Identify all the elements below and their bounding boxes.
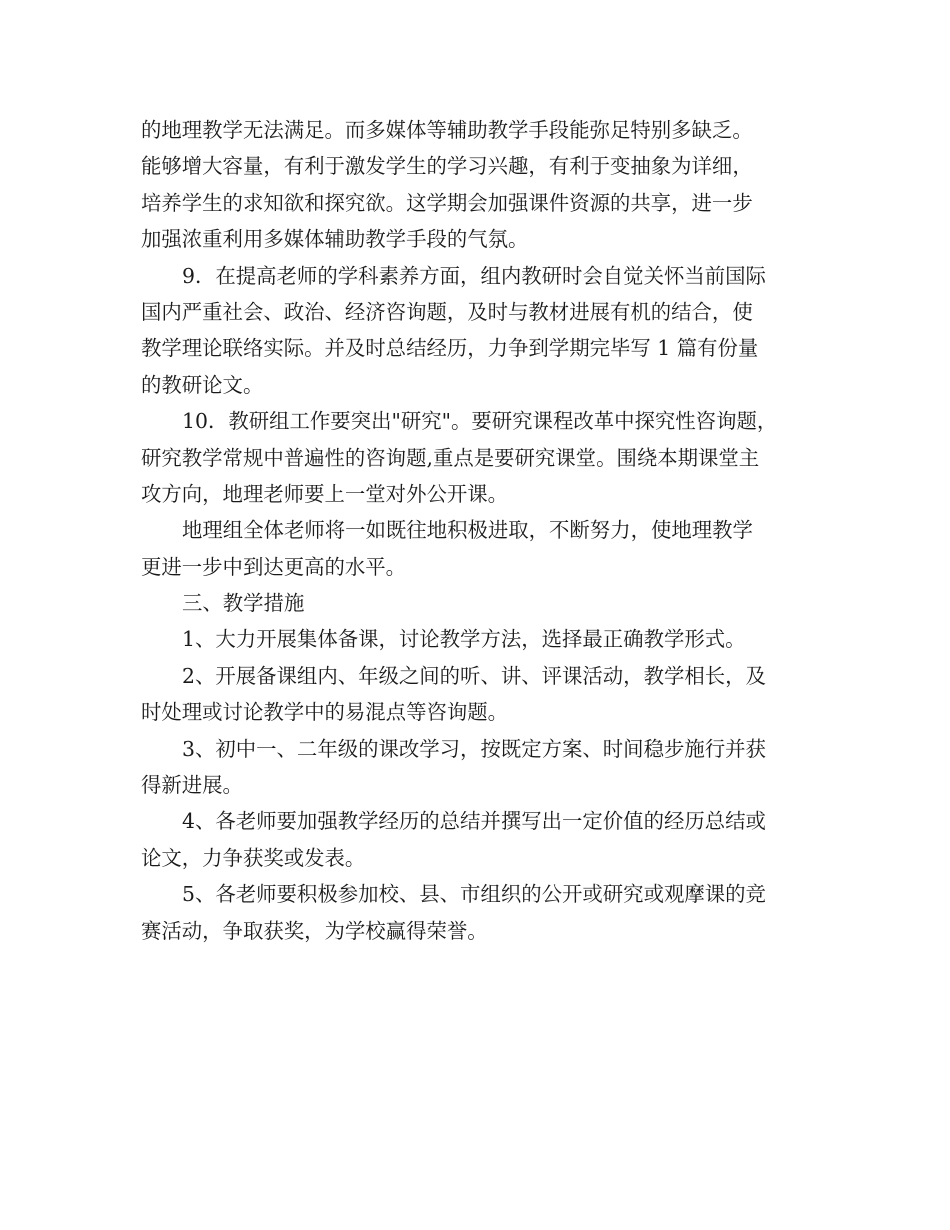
text-line-continuation: 教学理论联络实际。并及时总结经历，力争到学期完毕写 1 篇有份量: [141, 336, 759, 361]
text-line-continuation: 国内严重社会、政治、经济咨询题，及时与教材进展有机的结合，使: [141, 299, 753, 324]
text-line-continuation: 赛活动，争取获奖，为学校赢得荣誉。: [141, 918, 488, 943]
text-line-continuation: 得新进展。: [141, 773, 243, 798]
measure-item-5: 5、各老师要积极参加校、县、市组织的公开或研究或观摩课的竞: [182, 882, 766, 907]
text-line-continuation: 加强浓重利用多媒体辅助教学手段的气氛。: [141, 227, 529, 252]
text-line-continuation: 论文，力争获奖或发表。: [141, 845, 366, 870]
measure-item-3: 3、初中一、二年级的课改学习，按既定方案、时间稳步施行并获: [182, 736, 766, 761]
text-line-continuation: 能够增大容量，有利于激发学生的学习兴趣，有利于变抽象为详细，: [141, 154, 753, 179]
body-text: [141, 112, 813, 949]
text-line-continuation: 的地理教学无法满足。而多媒体等辅助教学手段能弥足特别多缺乏。: [141, 118, 753, 142]
paragraph-item-9: 9．在提高老师的学科素养方面，组内教研时会自觉关怀当前国际: [182, 263, 766, 288]
paragraph-closing-statement: 地理组全体老师将一如既往地积极进取，不断努力，使地理教学: [182, 518, 753, 543]
text-line-continuation: 研究教学常规中普遍性的咨询题,重点是要研究课堂。围绕本期课堂主: [141, 445, 760, 470]
text-line-continuation: 更进一步中到达更高的水平。: [141, 554, 407, 579]
measure-item-1: 1、大力开展集体备课，讨论教学方法，选择最正确教学形式。: [182, 627, 746, 652]
text-line-continuation: 时处理或讨论教学中的易混点等咨询题。: [141, 700, 509, 725]
text-line-continuation: 培养学生的求知欲和探究欲。这学期会加强课件资源的共享，进一步: [141, 190, 753, 215]
text-line-continuation: 攻方向，地理老师要上一堂对外公开课。: [141, 481, 509, 506]
measure-item-2: 2、开展备课组内、年级之间的听、讲、评课活动，教学相长，及: [182, 663, 766, 688]
section-heading-teaching-measures: 三、教学措施: [182, 591, 305, 616]
paragraph-item-10: 10．教研组工作要突出"研究"。要研究课程改革中探究性咨询题，: [182, 409, 778, 434]
measure-item-4: 4、各老师要加强教学经历的总结并撰写出一定价值的经历总结或: [182, 809, 766, 834]
text-line-continuation: 的教研论文。: [141, 372, 264, 397]
